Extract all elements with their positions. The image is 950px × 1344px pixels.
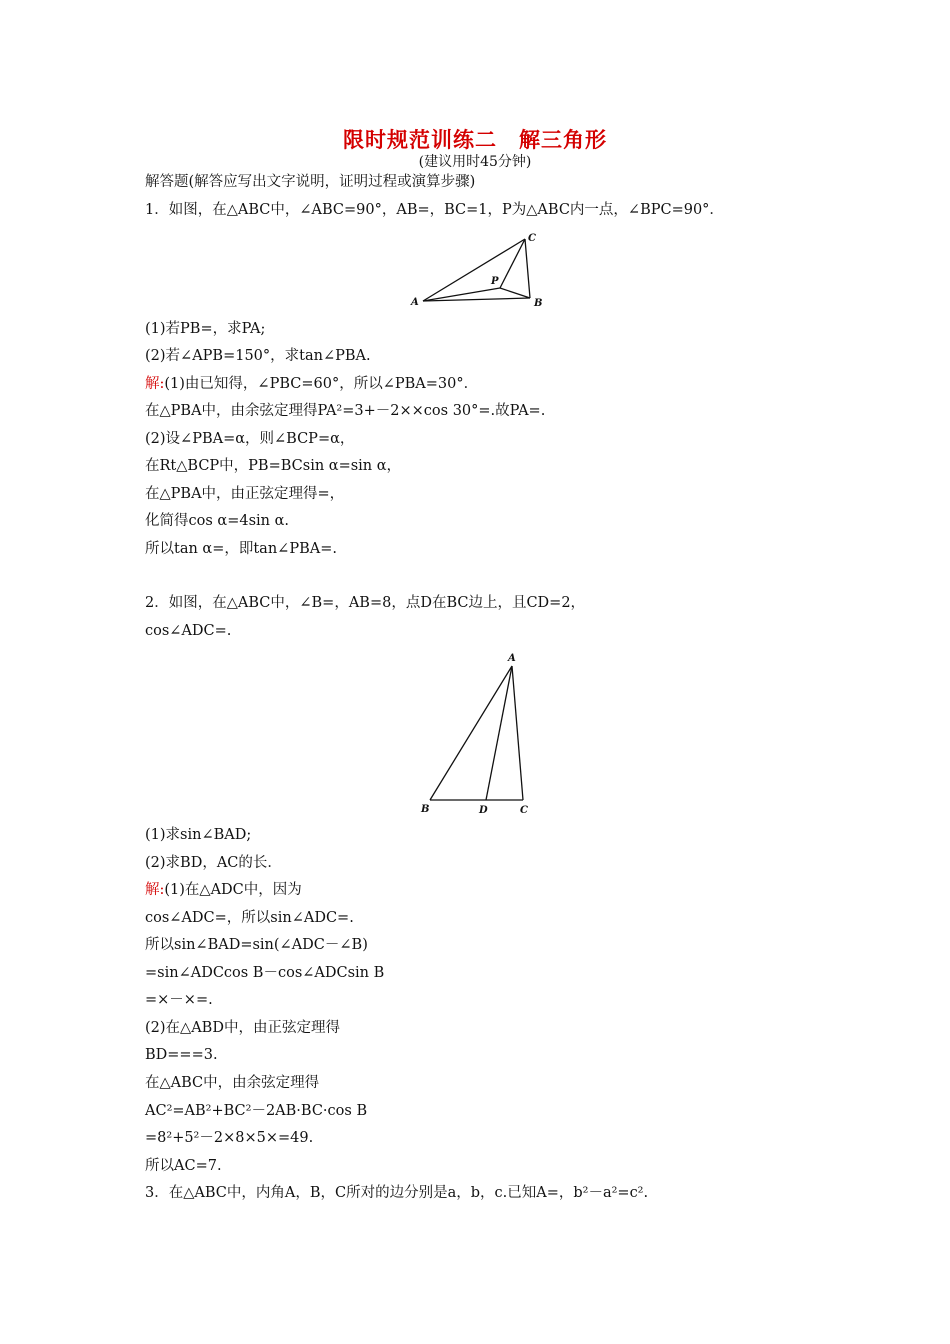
q1-sol-line-2: (2)设∠PBA=α，则∠BCP=α， bbox=[145, 431, 355, 447]
q2-sol-line-5: BD===3. bbox=[145, 1047, 218, 1063]
q1-figure bbox=[405, 226, 555, 312]
page-title: 限时规范训练二 解三角形 bbox=[343, 128, 607, 152]
q2-label-d: D bbox=[479, 805, 488, 816]
q2-sol-line-2: =sin∠ADCcos B－cos∠ADCsin B bbox=[145, 965, 385, 981]
q1-sol-line-5: 化简得cos α=4sin α. bbox=[145, 513, 289, 529]
q1-label-p: P bbox=[491, 276, 499, 287]
q2-sol-line-4: (2)在△ABD中，由正弦定理得 bbox=[145, 1020, 340, 1036]
q1-sol-line-6: 所以tan α=，即tan∠PBA=. bbox=[145, 541, 337, 557]
q2-sol-line-6: 在△ABC中，由余弦定理得 bbox=[145, 1075, 320, 1091]
q2-sol-line-9: 所以AC=7. bbox=[145, 1158, 222, 1174]
q1-part2: (2)若∠APB=150°，求tan∠PBA. bbox=[145, 348, 371, 364]
q2-part1: (1)求sin∠BAD; bbox=[145, 827, 252, 843]
q2-sol-line-0: cos∠ADC=，所以sin∠ADC=. bbox=[145, 910, 354, 926]
q2-sol-line-8: =8²+5²－2×8×5×=49. bbox=[145, 1130, 314, 1146]
section-intro: 解答题(解答应写出文字说明，证明过程或演算步骤) bbox=[145, 174, 476, 190]
q1-sol-line-1: 在△PBA中，由余弦定理得PA²=3+－2××cos 30°=.故PA=. bbox=[145, 403, 546, 419]
q2-part2: (2)求BD，AC的长． bbox=[145, 855, 282, 871]
q2-sol-line-7: AC²=AB²+BC²－2AB·BC·cos B bbox=[145, 1103, 368, 1119]
q2-sol-line-3: =×－×=. bbox=[145, 992, 213, 1008]
q2-solution-label: 解: bbox=[145, 882, 165, 898]
q1-sol-line-3: 在Rt△BCP中，PB=BCsin α=sin α， bbox=[145, 458, 402, 474]
q2-label-b: B bbox=[421, 804, 430, 815]
q1-solution-first bbox=[145, 374, 478, 394]
q2-solution-first bbox=[145, 880, 302, 900]
q1-label-c: C bbox=[528, 233, 536, 244]
q2-sol-line-1: 所以sin∠BAD=sin(∠ADC－∠B) bbox=[145, 937, 368, 953]
q2-stem-1: 2．如图，在△ABC中，∠B=，AB=8，点D在BC边上，且CD=2， bbox=[145, 595, 586, 611]
q2-stem-2: cos∠ADC=. bbox=[145, 623, 232, 639]
q2-sol-first: (1)在△ADC中，因为 bbox=[164, 882, 302, 898]
q1-sol-line-4: 在△PBA中，由正弦定理得=， bbox=[145, 486, 345, 502]
q3-stem: 3．在△ABC中，内角A，B，C所对的边分别是a，b，c.已知A=，b²－a²=c². bbox=[145, 1185, 649, 1201]
q1-stem: 1．如图，在△ABC中，∠ABC=90°，AB=，BC=1，P为△ABC内一点，∠BPC=90°． bbox=[145, 202, 724, 218]
q2-figure bbox=[415, 648, 540, 820]
q1-part1: (1)若PB=，求PA; bbox=[145, 321, 266, 337]
q2-label-a: A bbox=[508, 653, 516, 664]
q2-label-c: C bbox=[520, 805, 528, 816]
q1-label-a: A bbox=[411, 297, 419, 308]
q1-label-b: B bbox=[534, 298, 543, 309]
q1-sol-line-0: (1)由已知得，∠PBC=60°，所以∠PBA=30°． bbox=[164, 376, 479, 392]
q1-solution-label: 解: bbox=[145, 376, 165, 392]
time-suggestion: (建议用时45分钟) bbox=[418, 154, 532, 170]
